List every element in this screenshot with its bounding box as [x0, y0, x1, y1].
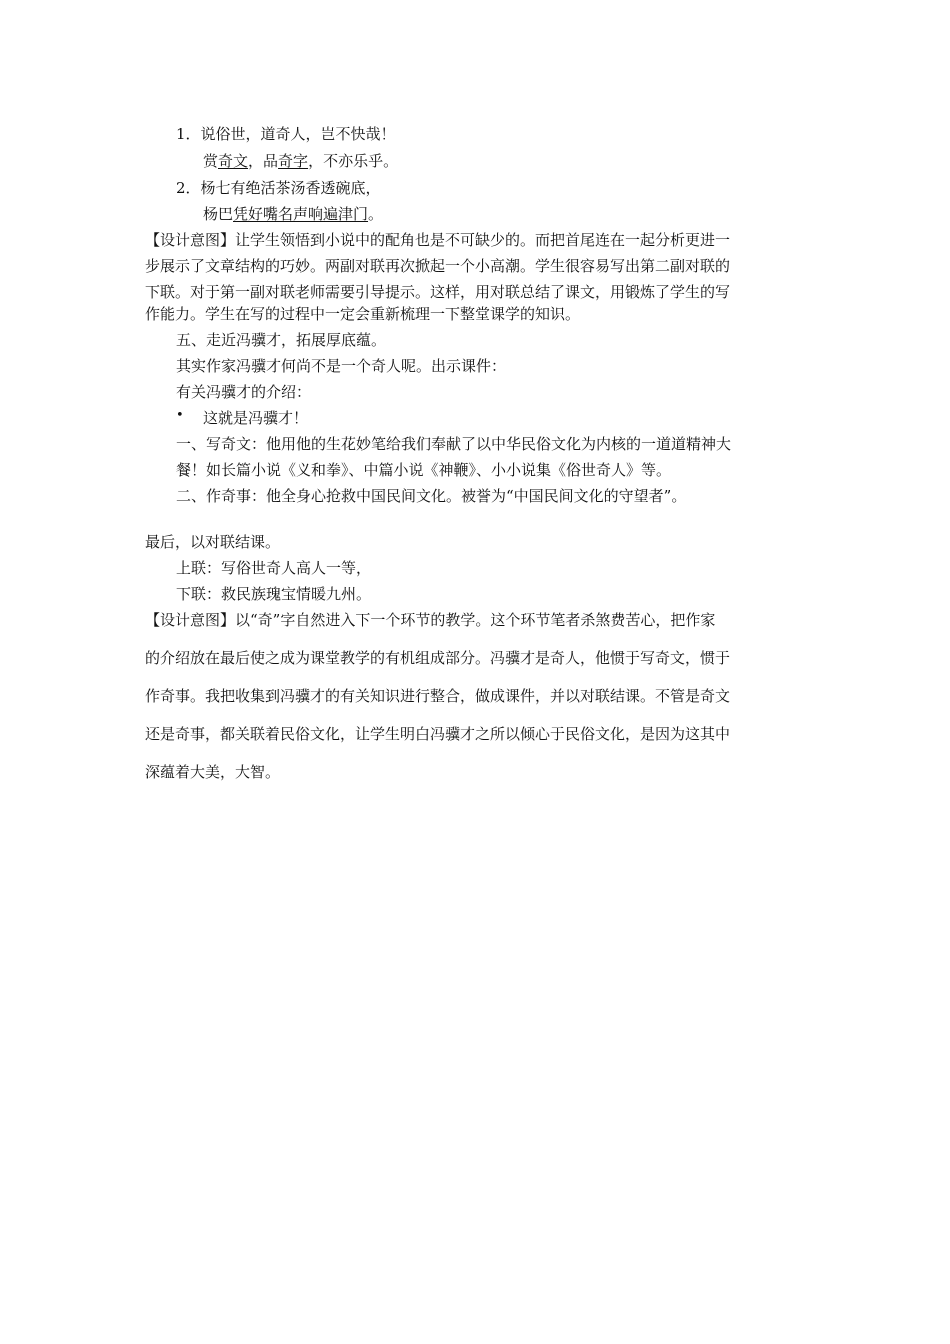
closing-upper-couplet: 上联：写俗世奇人高人一等，	[176, 559, 372, 577]
design-intent-2-line: 还是奇事，都关联着民俗文化，让学生明白冯骥才之所以倾心于民俗文化，是因为这其中	[145, 725, 731, 743]
intro-item-1-line: 餐！如长篇小说《义和拳》、中篇小说《神鞭》、小小说集《俗世奇人》等。	[176, 461, 672, 479]
design-intent-2-line: 深蕴着大美，大智。	[145, 763, 281, 781]
couplet-1-underlined-text: 奇字	[278, 152, 309, 170]
couplet-1-first-line: 1．说俗世，道奇人，岂不快哉！	[176, 125, 396, 143]
couplet-2-first-line: 2．杨七有绝活茶汤香透碗底，	[176, 179, 381, 197]
design-intent-2-line: 的介绍放在最后使之成为课堂教学的有机组成部分。冯骥才是奇人，他惯于写奇文，惯于	[145, 649, 731, 667]
closing-intro: 最后，以对联结课。	[145, 533, 281, 551]
section-5-heading: 五、走近冯骥才，拓展厚底蕴。	[176, 331, 387, 349]
design-intent-1-line: 步展示了文章结构的巧妙。两副对联再次掀起一个小高潮。学生很容易写出第二副对联的	[145, 257, 731, 275]
couplet-2-text: 。	[368, 205, 384, 223]
intro-item-2-line: 二、作奇事：他全身心抢救中国民间文化。被誉为“中国民间文化的守望者”。	[176, 487, 687, 505]
couplet-1-second-line	[203, 151, 398, 171]
design-intent-1-line: 【设计意图】让学生领悟到小说中的配角也是不可缺少的。而把首尾连在一起分析更进一	[145, 231, 731, 249]
couplet-1-text: ，不亦乐乎。	[308, 152, 399, 170]
intro-item-1-line: 一、写奇文：他用他的生花妙笔给我们奉献了以中华民俗文化为内核的一道道精神大	[176, 435, 732, 453]
design-intent-1-line: 作能力。学生在写的过程中一定会重新梳理一下整堂课学的知识。	[145, 305, 581, 323]
couplet-2-second-line	[203, 204, 383, 224]
design-intent-2-line: 作奇事。我把收集到冯骥才的有关知识进行整合，做成课件，并以对联结课。不管是奇文	[145, 687, 731, 705]
couplet-1-underlined-text: 奇文	[218, 152, 249, 170]
closing-lower-couplet: 下联：救民族瑰宝情暖九州。	[176, 585, 372, 603]
section-5-paragraph: 其实作家冯骥才何尚不是一个奇人呢。出示课件：	[176, 357, 507, 375]
bullet-icon: •	[176, 408, 184, 423]
design-intent-1-line: 下联。对于第一副对联老师需要引导提示。这样，用对联总结了课文，用锻炼了学生的写	[145, 283, 731, 301]
couplet-2-underlined-text: 凭好嘴名声响遍津门	[233, 205, 369, 223]
couplet-1-text: 赏	[203, 152, 219, 170]
section-5-paragraph: 有关冯骥才的介绍：	[176, 383, 312, 401]
couplet-2-text: 杨巴	[203, 205, 234, 223]
couplet-1-text: ，品	[248, 152, 279, 170]
design-intent-2-line: 【设计意图】以“奇”字自然进入下一个环节的教学。这个环节笔者杀煞费苦心，把作家	[145, 611, 716, 629]
bullet-text: 这就是冯骥才！	[203, 409, 309, 427]
